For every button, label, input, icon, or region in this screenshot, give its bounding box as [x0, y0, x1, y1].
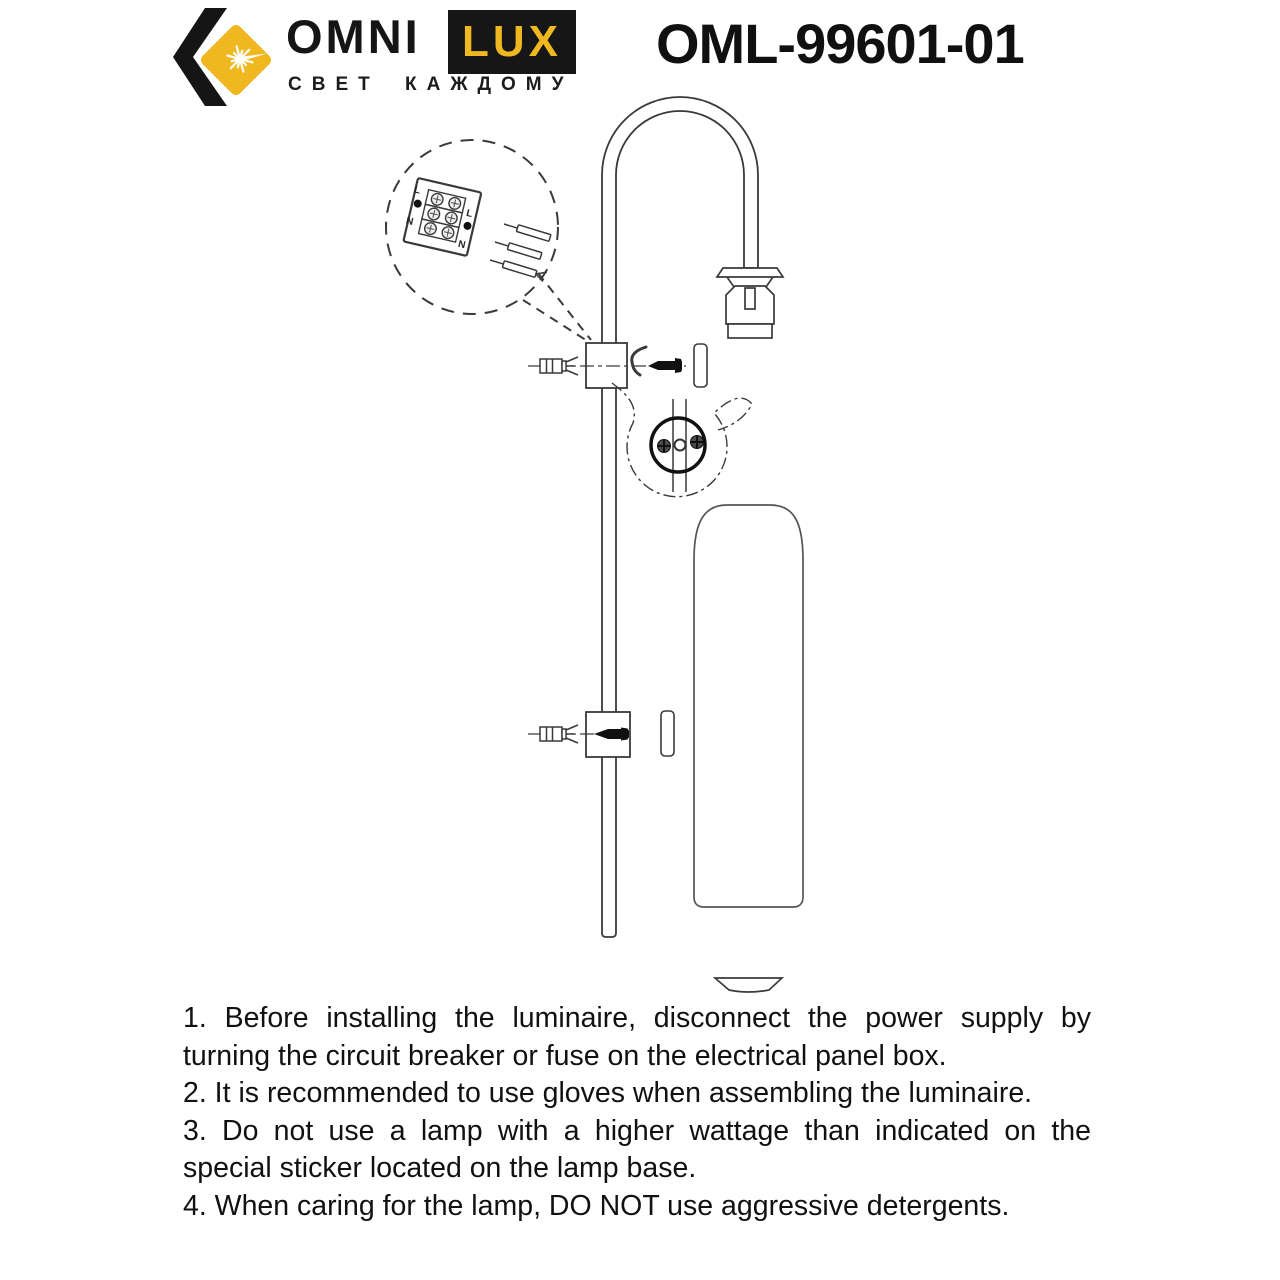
cover-clip — [632, 347, 646, 375]
plate-screw-right — [691, 436, 704, 449]
terminal-label-n-right: N — [456, 238, 467, 252]
lower-wall-bracket — [528, 711, 674, 757]
wall-anchor-lower — [540, 725, 578, 743]
instruction-item-4: 4. When caring for the lamp, DO NOT use aggressive detergents. — [183, 1189, 1010, 1222]
spacer-sleeve-upper — [694, 344, 707, 387]
glass-shade — [694, 505, 803, 907]
instruction-item-2: 2. It is recommended to use gloves when assembling the luminaire. — [183, 1077, 1033, 1109]
lamp-socket — [717, 268, 783, 338]
terminal-block — [401, 178, 481, 256]
plate-screw-left — [658, 440, 671, 453]
wall-anchor-upper — [540, 357, 578, 375]
socket-flange — [717, 268, 783, 277]
terminal-label-n-left: N — [404, 215, 415, 228]
diffuser-cap — [715, 978, 782, 992]
instruction-item-1: 1. Before installing the luminaire, disconnect the power supply by turning the circuit breaker or fuse on the electrical panel box. — [183, 1002, 1091, 1072]
model-number: OML-99601-01 — [656, 12, 1024, 75]
instruction-item-3: 3. Do not use a lamp with a higher wattage than indicated on the special sticker located on the lamp base. — [183, 1114, 1091, 1184]
installation-instructions — [183, 1000, 1091, 1225]
terminal-label-l-left: L — [412, 184, 422, 197]
terminal-label-l-right: L — [465, 207, 474, 221]
plate-center-hole — [675, 440, 686, 451]
wall-plate-detail — [612, 383, 752, 497]
brand-name-accent: LUX — [462, 17, 562, 66]
wire-ends — [489, 221, 551, 282]
spacer-sleeve-lower — [661, 711, 674, 756]
brand-name: OMNI — [286, 10, 421, 63]
upper-wall-bracket — [528, 343, 707, 388]
brand-tagline: СВЕТ КАЖДОМУ — [288, 74, 574, 95]
mounting-screw-upper — [648, 358, 682, 373]
